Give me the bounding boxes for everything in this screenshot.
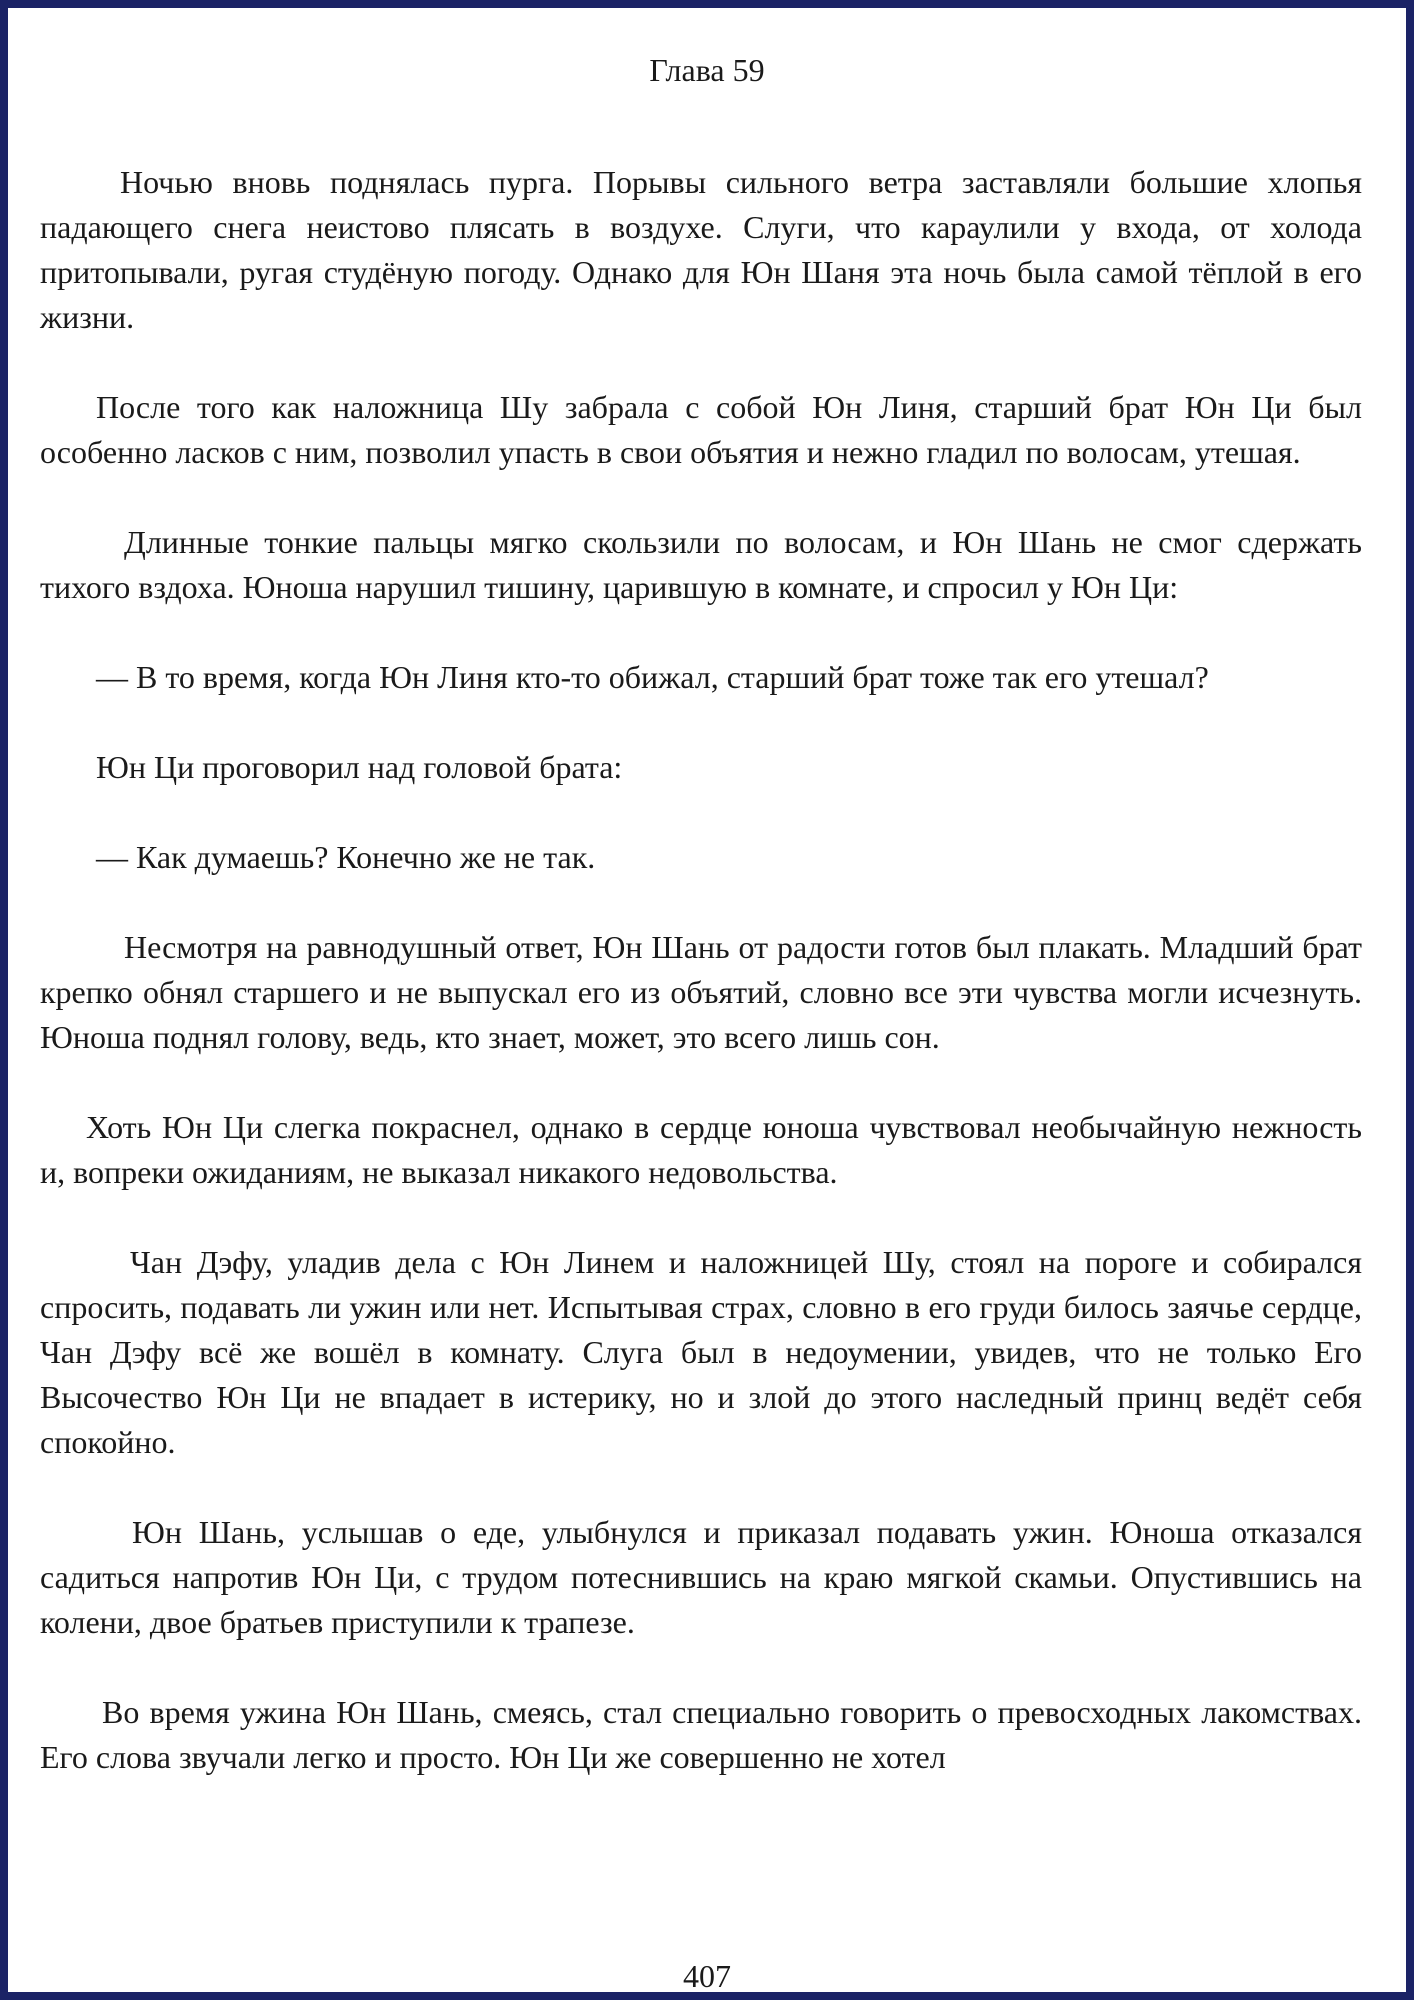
dialogue-line: — Как думаешь? Конечно же не так.	[96, 839, 596, 875]
paragraph: Чан Дэфу, уладив дела с Юн Линем и наложницей Шу, стоял на пороге и собирался спросить, подавать ли ужин или нет. Испытывая страх, словно в его груди билось заячье сердце, Чан Дэфу всё же вошёл в комнату. Слуга был в недоумении, увидев, что не только Его Высочество Юн Ци не впадает в истерику, но и злой до этого наследный принц ведёт себя спокойно.	[40, 1244, 1362, 1460]
document-page	[8, 8, 1406, 1992]
paragraph: Юн Ци проговорил над головой брата:	[96, 749, 623, 785]
paragraph: Во время ужина Юн Шань, смеясь, стал специально говорить о превосходных лакомствах. Его слова звучали легко и просто. Юн Ци же совершенно не хотел	[40, 1694, 1362, 1775]
dialogue-line: — В то время, когда Юн Линя кто-то обижал, старший брат тоже так его утешал?	[96, 659, 1209, 695]
text-body	[40, 160, 1362, 1780]
paragraph: Хоть Юн Ци слегка покраснел, однако в сердце юноша чувствовал необычайную нежность и, вопреки ожиданиям, не выказал никакого недовольства.	[40, 1109, 1362, 1190]
paragraph: Несмотря на равнодушный ответ, Юн Шань от радости готов был плакать. Младший брат крепко обнял старшего и не выпускал его из объятий, словно все эти чувства могли исчезнуть. Юноша поднял голову, ведь, кто знает, может, это всего лишь сон.	[40, 929, 1362, 1055]
chapter-title: Глава 59	[649, 52, 765, 88]
paragraph: Ночью вновь поднялась пурга. Порывы сильного ветра заставляли большие хлопья падающего снега неистово плясать в воздухе. Слуги, что караулили у входа, от холода притопывали, ругая студёную погоду. Однако для Юн Шаня эта ночь была самой тёплой в его жизни.	[40, 164, 1362, 335]
paragraph: После того как наложница Шу забрала с собой Юн Линя, старший брат Юн Ци был особенно ласков с ним, позволил упасть в свои объятия и нежно гладил по волосам, утешая.	[40, 389, 1362, 470]
paragraph: Длинные тонкие пальцы мягко скользили по волосам, и Юн Шань не смог сдержать тихого вздоха. Юноша нарушил тишину, царившую в комнате, и спросил у Юн Ци:	[40, 524, 1362, 605]
page-number: 407	[683, 1958, 731, 1992]
paragraph: Юн Шань, услышав о еде, улыбнулся и приказал подавать ужин. Юноша отказался садиться напротив Юн Ци, с трудом потеснившись на краю мягкой скамьи. Опустившись на колени, двое братьев приступили к трапезе.	[40, 1514, 1362, 1640]
